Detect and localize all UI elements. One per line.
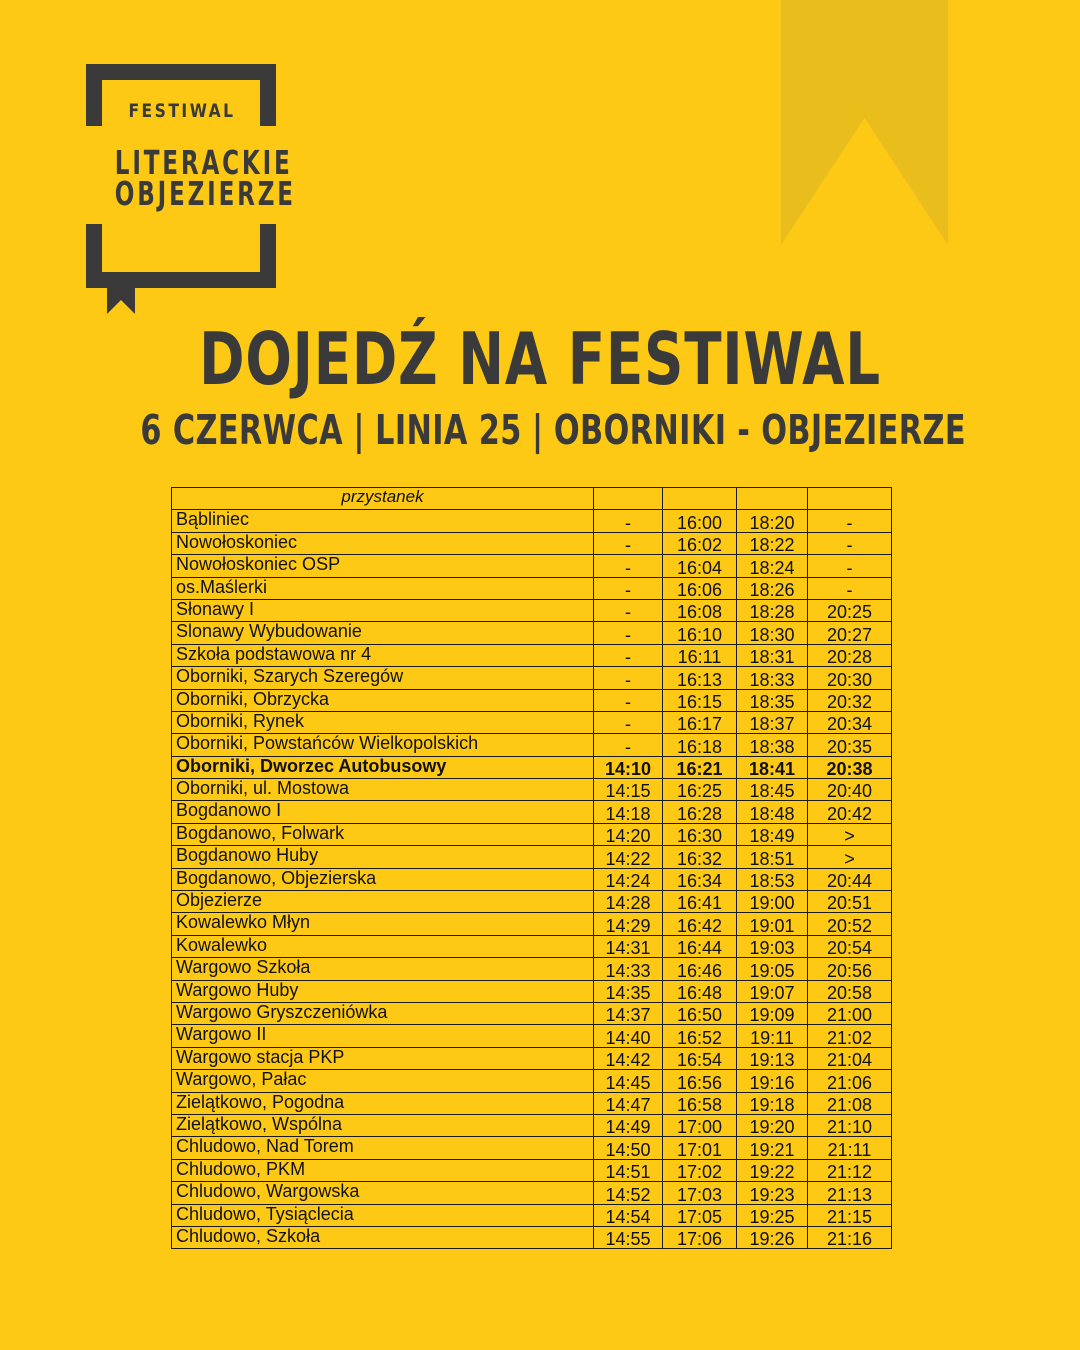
stop-name-cell: Wargowo Gryszczeniówka: [172, 1002, 594, 1024]
stop-name-cell: Kowalewko: [172, 935, 594, 957]
stop-name-cell: Oborniki, Powstańców Wielkopolskich: [172, 734, 594, 756]
departure-time-cell: -: [594, 555, 663, 577]
stop-name-cell: Kowalewko Młyn: [172, 913, 594, 935]
timetable-row: [172, 779, 892, 801]
stop-name-cell: Oborniki, Obrzycka: [172, 689, 594, 711]
departure-time-cell: 21:02: [808, 1025, 892, 1047]
departure-time-cell: 21:15: [808, 1204, 892, 1226]
departure-time-cell: 14:49: [594, 1114, 663, 1136]
departure-time-cell: -: [594, 711, 663, 733]
departure-time-cell: 19:16: [737, 1070, 808, 1092]
departure-time-cell: 19:22: [737, 1159, 808, 1181]
departure-time-cell: 18:38: [737, 734, 808, 756]
departure-time-cell: 21:11: [808, 1137, 892, 1159]
departure-time-cell: 16:18: [663, 734, 737, 756]
departure-time-cell: 21:13: [808, 1182, 892, 1204]
timetable-row: [172, 1204, 892, 1226]
departure-time-cell: 14:47: [594, 1092, 663, 1114]
stop-name-cell: Oborniki, ul. Mostowa: [172, 779, 594, 801]
departure-time-cell: 21:10: [808, 1114, 892, 1136]
logo-literackie-text: LITERACKIE: [114, 143, 293, 182]
departure-time-cell: 14:42: [594, 1047, 663, 1069]
timetable-row: [172, 577, 892, 599]
departure-time-cell: 20:42: [808, 801, 892, 823]
stop-name-cell: os.Maślerki: [172, 577, 594, 599]
departure-time-cell: 16:52: [663, 1025, 737, 1047]
departure-time-cell: 20:44: [808, 868, 892, 890]
departure-time-cell: 16:04: [663, 555, 737, 577]
timetable-row: [172, 801, 892, 823]
timetable-row: [172, 555, 892, 577]
stop-name-cell: Chludowo, PKM: [172, 1159, 594, 1181]
departure-time-cell: 16:21: [663, 756, 737, 778]
departure-time-cell: 21:04: [808, 1047, 892, 1069]
timetable-row: [172, 1047, 892, 1069]
departure-time-cell: 14:18: [594, 801, 663, 823]
departure-time-cell: 16:02: [663, 532, 737, 554]
page-subtitle: [140, 406, 966, 454]
timetable-row: [172, 667, 892, 689]
departure-time-cell: 17:05: [663, 1204, 737, 1226]
departure-time-cell: 19:07: [737, 980, 808, 1002]
timetable-row: [172, 510, 892, 532]
departure-time-cell: 16:32: [663, 846, 737, 868]
departure-time-cell: -: [594, 577, 663, 599]
departure-time-cell: 19:05: [737, 958, 808, 980]
departure-time-cell: 20:38: [808, 756, 892, 778]
timetable-row: [172, 823, 892, 845]
stop-name-cell: Szkoła podstawowa nr 4: [172, 644, 594, 666]
departure-time-cell: >: [808, 846, 892, 868]
timetable-header-row: [172, 488, 892, 510]
stop-name-cell: Bąbliniec: [172, 510, 594, 532]
departure-time-cell: 16:56: [663, 1070, 737, 1092]
timetable-row: [172, 689, 892, 711]
departure-time-cell: 19:00: [737, 891, 808, 913]
departure-time-cell: 18:37: [737, 711, 808, 733]
departure-time-cell: 20:25: [808, 599, 892, 621]
timetable-row: [172, 846, 892, 868]
timetable-row: [172, 868, 892, 890]
departure-time-cell: 20:58: [808, 980, 892, 1002]
departure-time-cell: -: [594, 734, 663, 756]
bus-timetable: [171, 487, 892, 1249]
departure-time-cell: 17:00: [663, 1114, 737, 1136]
departure-time-cell: 14:10: [594, 756, 663, 778]
departure-time-cell: -: [594, 532, 663, 554]
departure-time-cell: 18:53: [737, 868, 808, 890]
departure-time-cell: 14:40: [594, 1025, 663, 1047]
stop-name-cell: Chludowo, Tysiąclecia: [172, 1204, 594, 1226]
stop-name-cell: Wargowo Huby: [172, 980, 594, 1002]
departure-time-cell: 16:10: [663, 622, 737, 644]
departure-time-cell: -: [594, 622, 663, 644]
stop-name-cell: Bogdanowo I: [172, 801, 594, 823]
departure-time-cell: 16:41: [663, 891, 737, 913]
stop-name-cell: Wargowo, Pałac: [172, 1070, 594, 1092]
subtitle-route: OBORNIKI - OBJEZIERZE: [553, 406, 966, 454]
departure-time-cell: -: [808, 555, 892, 577]
departure-time-cell: 18:30: [737, 622, 808, 644]
departure-column-header: [594, 488, 663, 510]
departure-time-cell: 21:00: [808, 1002, 892, 1024]
timetable-row: [172, 1114, 892, 1136]
departure-time-cell: 18:20: [737, 510, 808, 532]
stop-name-cell: Zielątkowo, Pogodna: [172, 1092, 594, 1114]
stop-name-cell: Wargowo stacja PKP: [172, 1047, 594, 1069]
timetable-row: [172, 891, 892, 913]
timetable-row: [172, 980, 892, 1002]
departure-time-cell: 18:35: [737, 689, 808, 711]
timetable-row: [172, 1070, 892, 1092]
timetable-row: [172, 622, 892, 644]
departure-time-cell: 14:54: [594, 1204, 663, 1226]
departure-time-cell: 16:11: [663, 644, 737, 666]
timetable-row: [172, 756, 892, 778]
subtitle-separator: |: [353, 406, 365, 454]
timetable-row: [172, 935, 892, 957]
departure-column-header: [808, 488, 892, 510]
departure-time-cell: 14:33: [594, 958, 663, 980]
departure-time-cell: 14:20: [594, 823, 663, 845]
stop-name-cell: Chludowo, Szkoła: [172, 1226, 594, 1248]
timetable-row: [172, 599, 892, 621]
stop-name-cell: Nowołoskoniec OSP: [172, 555, 594, 577]
departure-time-cell: 18:24: [737, 555, 808, 577]
stop-name-cell: Slonawy Wybudowanie: [172, 622, 594, 644]
timetable-row: [172, 1137, 892, 1159]
stop-name-cell: Oborniki, Dworzec Autobusowy: [172, 756, 594, 778]
departure-time-cell: 20:52: [808, 913, 892, 935]
departure-time-cell: 21:06: [808, 1070, 892, 1092]
departure-time-cell: -: [594, 510, 663, 532]
departure-time-cell: 16:00: [663, 510, 737, 532]
departure-time-cell: 16:34: [663, 868, 737, 890]
page-title: DOJEDŹ NA FESTIWAL: [199, 317, 881, 401]
timetable-row: [172, 1092, 892, 1114]
departure-time-cell: 18:22: [737, 532, 808, 554]
timetable-row: [172, 958, 892, 980]
logo-objezierze-text: OBJEZIERZE: [114, 174, 296, 213]
timetable-row: [172, 644, 892, 666]
departure-time-cell: -: [594, 599, 663, 621]
departure-time-cell: 14:51: [594, 1159, 663, 1181]
departure-time-cell: 16:48: [663, 980, 737, 1002]
timetable-row: [172, 734, 892, 756]
departure-time-cell: 14:15: [594, 779, 663, 801]
bookmark-ribbon-icon: [781, 0, 948, 245]
subtitle-separator: |: [532, 406, 544, 454]
departure-time-cell: 18:48: [737, 801, 808, 823]
timetable-row: [172, 1182, 892, 1204]
departure-time-cell: 16:30: [663, 823, 737, 845]
departure-time-cell: 14:24: [594, 868, 663, 890]
departure-time-cell: -: [808, 510, 892, 532]
departure-time-cell: 14:52: [594, 1182, 663, 1204]
departure-time-cell: 18:33: [737, 667, 808, 689]
departure-time-cell: 17:06: [663, 1226, 737, 1248]
stop-name-cell: Wargowo II: [172, 1025, 594, 1047]
departure-time-cell: -: [808, 532, 892, 554]
departure-time-cell: 14:50: [594, 1137, 663, 1159]
departure-time-cell: 16:50: [663, 1002, 737, 1024]
departure-time-cell: 20:28: [808, 644, 892, 666]
departure-time-cell: 19:03: [737, 935, 808, 957]
departure-time-cell: 14:29: [594, 913, 663, 935]
departure-time-cell: 19:23: [737, 1182, 808, 1204]
departure-time-cell: 16:25: [663, 779, 737, 801]
departure-time-cell: 18:41: [737, 756, 808, 778]
timetable-row: [172, 711, 892, 733]
departure-time-cell: -: [594, 689, 663, 711]
timetable-row: [172, 532, 892, 554]
departure-time-cell: 16:58: [663, 1092, 737, 1114]
departure-time-cell: 20:51: [808, 891, 892, 913]
departure-time-cell: 16:42: [663, 913, 737, 935]
departure-time-cell: 16:44: [663, 935, 737, 957]
departure-time-cell: -: [594, 644, 663, 666]
departure-time-cell: 20:35: [808, 734, 892, 756]
departure-time-cell: 20:34: [808, 711, 892, 733]
departure-time-cell: 21:08: [808, 1092, 892, 1114]
departure-time-cell: 18:31: [737, 644, 808, 666]
departure-time-cell: 19:25: [737, 1204, 808, 1226]
departure-time-cell: 16:28: [663, 801, 737, 823]
stop-name-cell: Oborniki, Szarych Szeregów: [172, 667, 594, 689]
stop-name-cell: Zielątkowo, Wspólna: [172, 1114, 594, 1136]
departure-time-cell: 19:20: [737, 1114, 808, 1136]
departure-time-cell: 14:45: [594, 1070, 663, 1092]
logo-festiwal-text: FESTIWAL: [128, 100, 236, 122]
departure-time-cell: 18:51: [737, 846, 808, 868]
departure-column-header: [663, 488, 737, 510]
departure-time-cell: 16:08: [663, 599, 737, 621]
timetable-row: [172, 1159, 892, 1181]
departure-time-cell: 17:01: [663, 1137, 737, 1159]
departure-time-cell: 16:54: [663, 1047, 737, 1069]
stop-name-cell: Nowołoskoniec: [172, 532, 594, 554]
departure-time-cell: -: [594, 667, 663, 689]
departure-time-cell: 14:55: [594, 1226, 663, 1248]
departure-time-cell: 16:46: [663, 958, 737, 980]
timetable-row: [172, 1025, 892, 1047]
departure-time-cell: 18:49: [737, 823, 808, 845]
departure-time-cell: 19:18: [737, 1092, 808, 1114]
departure-time-cell: 21:16: [808, 1226, 892, 1248]
departure-time-cell: 17:02: [663, 1159, 737, 1181]
stop-name-cell: Chludowo, Wargowska: [172, 1182, 594, 1204]
departure-time-cell: 18:28: [737, 599, 808, 621]
stop-name-cell: Bogdanowo Huby: [172, 846, 594, 868]
stop-name-cell: Chludowo, Nad Torem: [172, 1137, 594, 1159]
departure-time-cell: 14:31: [594, 935, 663, 957]
stop-name-cell: Słonawy I: [172, 599, 594, 621]
departure-time-cell: 16:17: [663, 711, 737, 733]
departure-time-cell: 19:26: [737, 1226, 808, 1248]
departure-time-cell: 17:03: [663, 1182, 737, 1204]
departure-time-cell: 20:30: [808, 667, 892, 689]
departure-time-cell: 19:09: [737, 1002, 808, 1024]
stop-name-cell: Wargowo Szkoła: [172, 958, 594, 980]
departure-time-cell: 16:06: [663, 577, 737, 599]
timetable-row: [172, 913, 892, 935]
festival-logo: [86, 64, 296, 316]
departure-time-cell: 16:15: [663, 689, 737, 711]
departure-time-cell: 14:22: [594, 846, 663, 868]
departure-time-cell: 18:45: [737, 779, 808, 801]
departure-time-cell: 20:40: [808, 779, 892, 801]
departure-time-cell: 20:54: [808, 935, 892, 957]
departure-time-cell: 14:37: [594, 1002, 663, 1024]
departure-time-cell: 20:27: [808, 622, 892, 644]
departure-time-cell: >: [808, 823, 892, 845]
departure-time-cell: 19:01: [737, 913, 808, 935]
stop-name-cell: Objezierze: [172, 891, 594, 913]
departure-time-cell: 20:56: [808, 958, 892, 980]
departure-time-cell: 19:13: [737, 1047, 808, 1069]
departure-time-cell: 16:13: [663, 667, 737, 689]
departure-time-cell: 21:12: [808, 1159, 892, 1181]
stop-column-header: przystanek: [172, 488, 594, 510]
subtitle-line: LINIA 25: [375, 406, 522, 454]
departure-time-cell: -: [808, 577, 892, 599]
departure-time-cell: 20:32: [808, 689, 892, 711]
departure-column-header: [737, 488, 808, 510]
stop-name-cell: Oborniki, Rynek: [172, 711, 594, 733]
subtitle-date: 6 CZERWCA: [140, 406, 343, 454]
departure-time-cell: 18:26: [737, 577, 808, 599]
stop-name-cell: Bogdanowo, Folwark: [172, 823, 594, 845]
departure-time-cell: 19:11: [737, 1025, 808, 1047]
timetable-row: [172, 1002, 892, 1024]
stop-name-cell: Bogdanowo, Objezierska: [172, 868, 594, 890]
timetable-row: [172, 1226, 892, 1248]
departure-time-cell: 14:28: [594, 891, 663, 913]
departure-time-cell: 19:21: [737, 1137, 808, 1159]
departure-time-cell: 14:35: [594, 980, 663, 1002]
